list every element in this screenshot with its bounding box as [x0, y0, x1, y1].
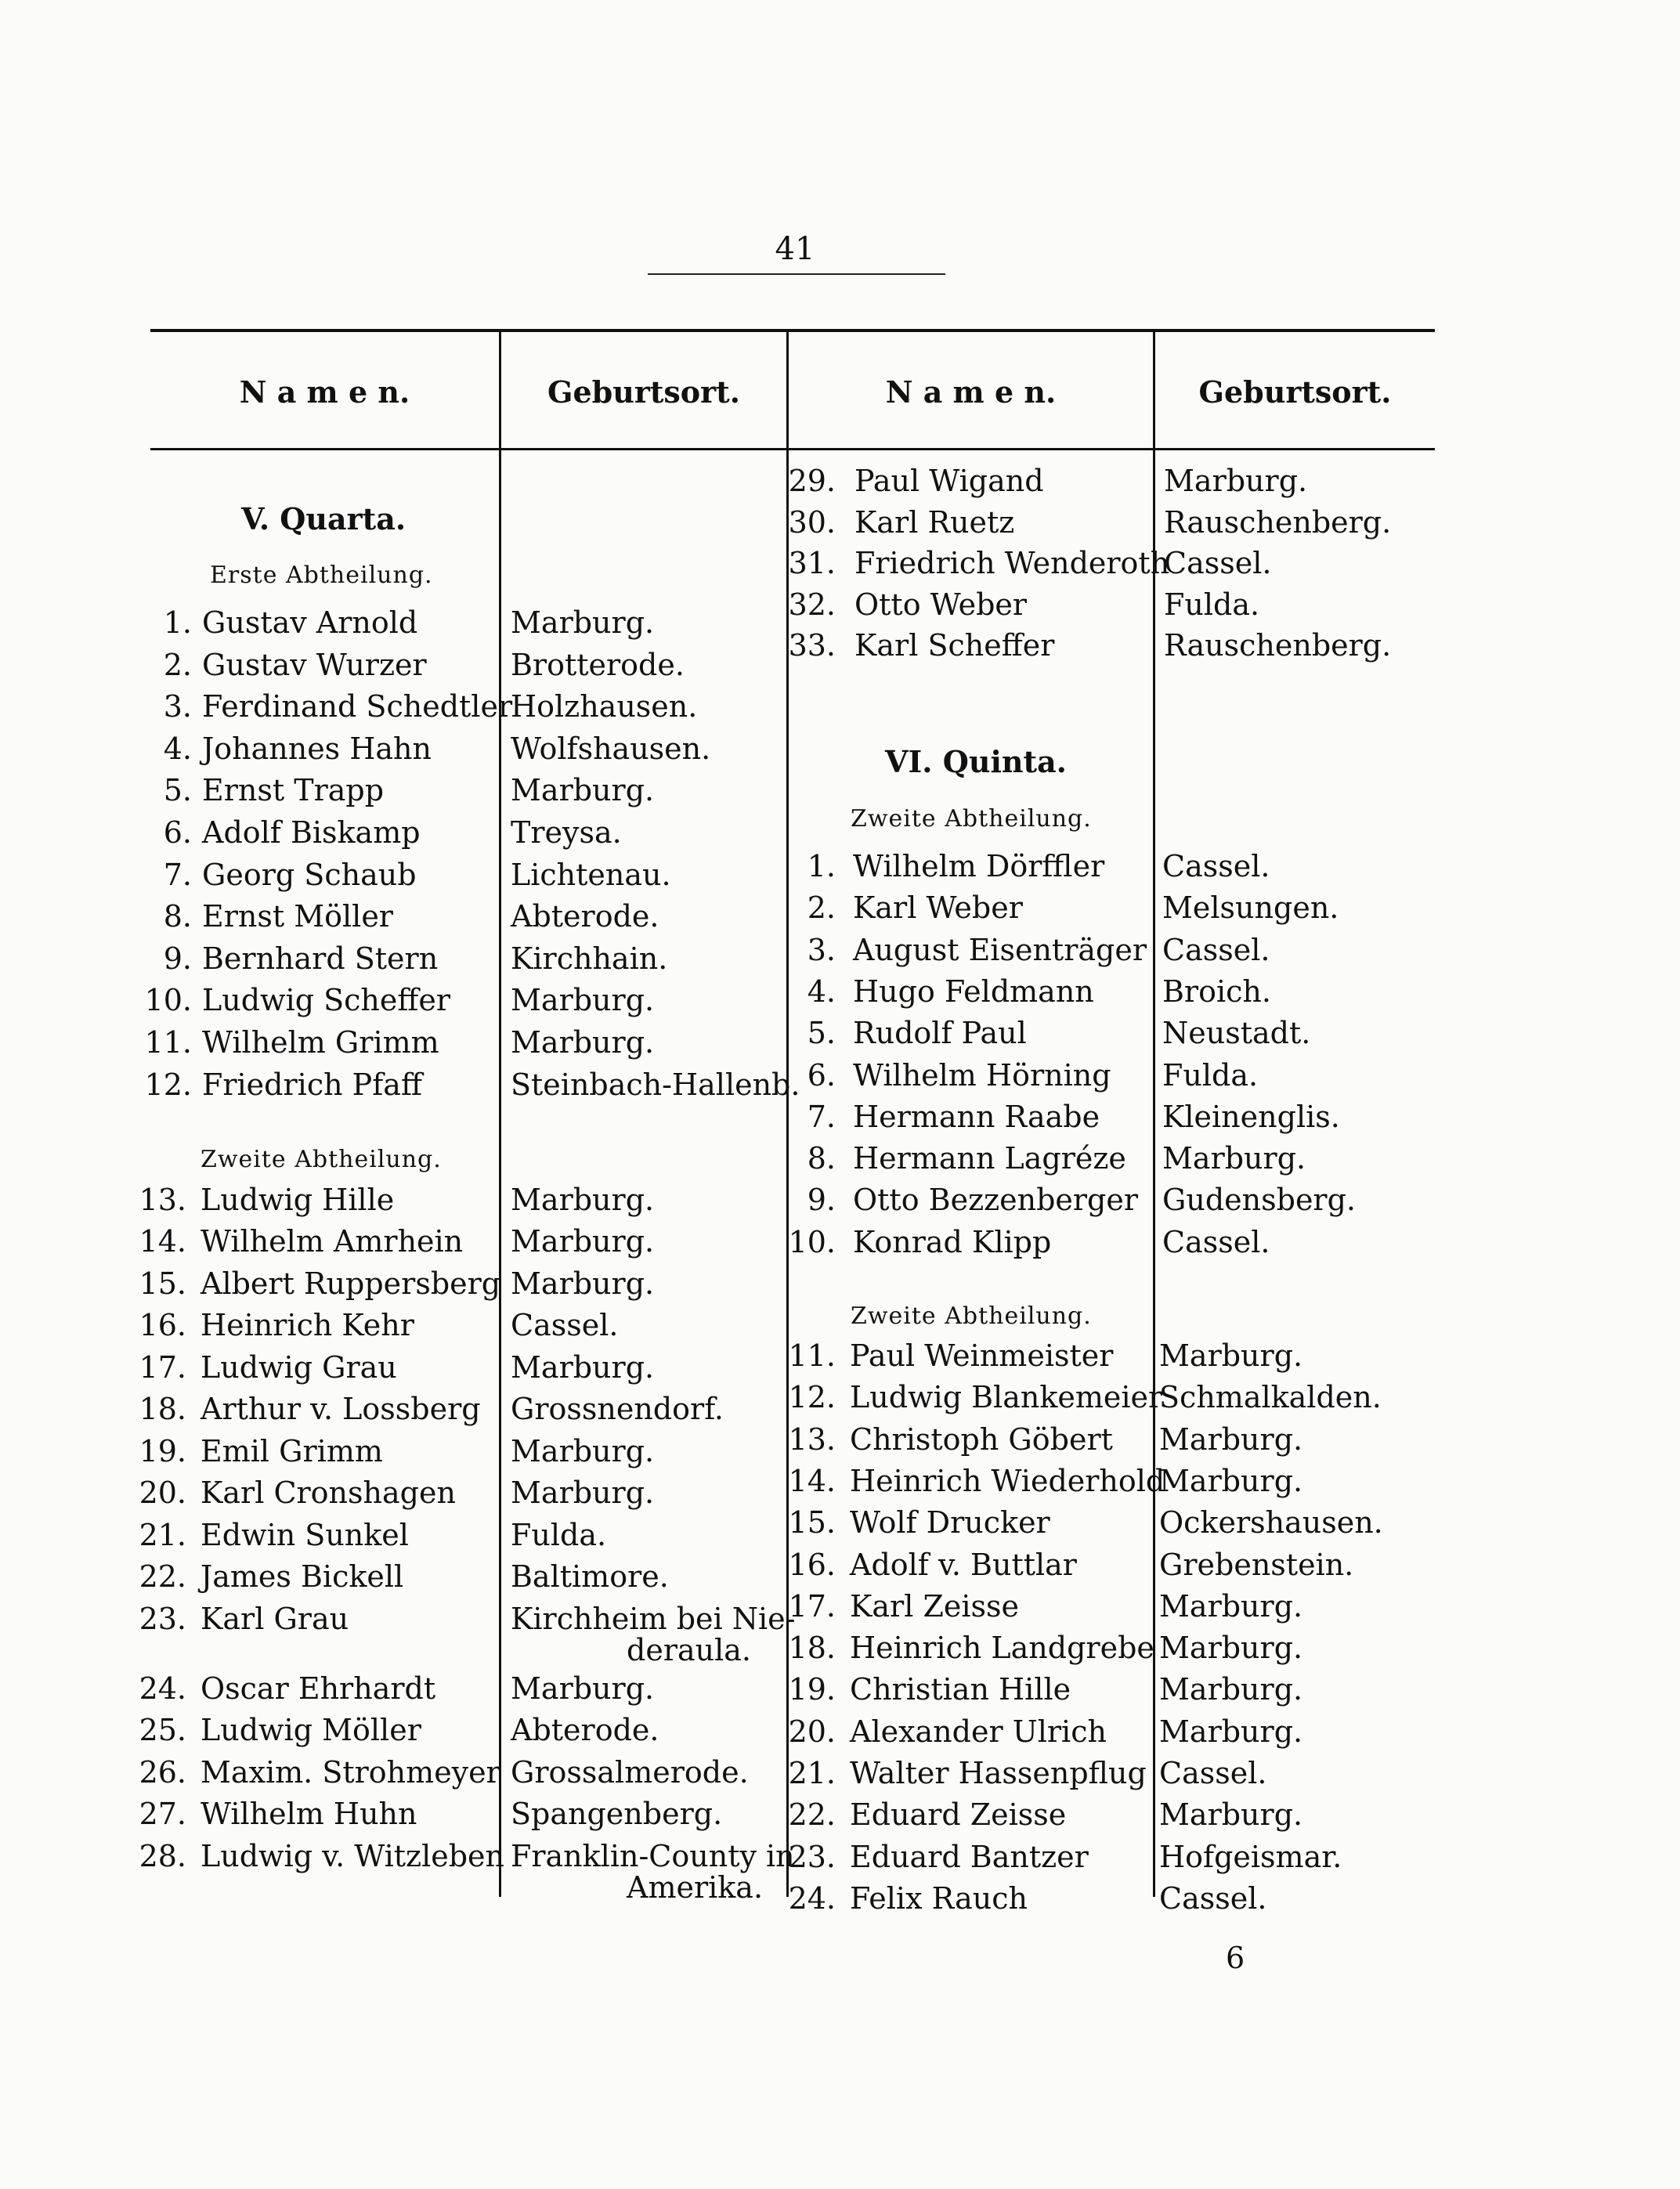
- entry-number: 18.: [139, 1392, 186, 1427]
- entry-number: 3.: [163, 689, 192, 724]
- entry-birthplace: Cassel.: [1164, 546, 1272, 580]
- entry-birthplace: Hofgeismar.: [1159, 1839, 1342, 1874]
- entry-name: Bernhard Stern: [202, 941, 439, 976]
- entry-birthplace: Steinbach-Hallenb.: [511, 1067, 800, 1102]
- entry-number: 1.: [163, 605, 192, 640]
- entry-number: 32.: [788, 587, 836, 622]
- entry-number: 6.: [163, 815, 192, 850]
- entry-number: 22.: [139, 1559, 186, 1595]
- entry-birthplace: Melsungen.: [1162, 890, 1339, 926]
- entry-number: 4.: [807, 973, 836, 1009]
- entry-number: 20.: [788, 1714, 836, 1749]
- entry-name: Heinrich Wiederhold: [850, 1463, 1165, 1498]
- entry-birthplace: Cassel.: [1162, 932, 1270, 967]
- entry-birthplace: Rauschenberg.: [1164, 504, 1392, 540]
- entry-name: Ferdinand Schedtler: [202, 689, 513, 724]
- table-top-rule: [150, 329, 1435, 332]
- entry-name: Oscar Ehrhardt: [201, 1671, 436, 1706]
- entry-birthplace: Neustadt.: [1162, 1016, 1311, 1051]
- entry-name: Gustav Wurzer: [202, 647, 427, 682]
- entry-number: 5.: [163, 773, 192, 808]
- entry-number: 17.: [788, 1588, 836, 1624]
- entry-number: 33.: [788, 628, 836, 663]
- entry-birthplace: Marburg.: [511, 1433, 655, 1468]
- entry-birthplace-cont: Amerika.: [627, 1869, 764, 1905]
- entry-name: Wolf Drucker: [850, 1505, 1050, 1541]
- entry-name: Ludwig Scheffer: [202, 983, 451, 1018]
- entry-birthplace: Marburg.: [1159, 1463, 1303, 1498]
- entry-birthplace: Grossalmerode.: [511, 1754, 749, 1790]
- entry-birthplace: Cassel.: [1159, 1756, 1267, 1790]
- header-place-right: Geburtsort.: [1198, 374, 1392, 410]
- entry-number: 18.: [788, 1631, 836, 1666]
- entry-name: Rudolf Paul: [853, 1016, 1027, 1051]
- col-divider-left: [499, 332, 501, 1897]
- entry-name: August Eisenträger: [853, 932, 1147, 967]
- entry-birthplace: Fulda.: [1164, 587, 1260, 622]
- entry-name: Albert Ruppersberg: [201, 1266, 501, 1301]
- entry-name: Karl Cronshagen: [201, 1476, 456, 1511]
- entry-birthplace: Marburg.: [511, 1183, 655, 1217]
- entry-name: Wilhelm Dörffler: [853, 849, 1105, 883]
- entry-number: 11.: [788, 1338, 836, 1373]
- entry-birthplace: Cassel.: [1162, 849, 1270, 883]
- entry-number: 29.: [788, 464, 836, 498]
- entry-birthplace: Fulda.: [511, 1517, 607, 1552]
- entry-number: 5.: [807, 1016, 836, 1051]
- entry-number: 24.: [139, 1671, 186, 1706]
- page-number-rule: [648, 273, 945, 275]
- entry-birthplace: Gudensberg.: [1162, 1183, 1356, 1218]
- entry-name: Emil Grimm: [201, 1433, 383, 1468]
- entry-number: 28.: [139, 1838, 186, 1873]
- header-bottom-rule: [150, 448, 1435, 450]
- entry-name: Ernst Möller: [202, 899, 393, 934]
- entry-name: Heinrich Landgrebe: [850, 1631, 1154, 1666]
- entry-number: 1.: [807, 849, 836, 883]
- entry-name: Wilhelm Huhn: [201, 1797, 417, 1832]
- entry-birthplace: Cassel.: [1162, 1224, 1270, 1259]
- entry-name: Eduard Bantzer: [850, 1839, 1089, 1874]
- entry-name: Ludwig v. Witzleben: [201, 1838, 504, 1873]
- entry-birthplace: Marburg.: [511, 773, 655, 808]
- entry-number: 21.: [139, 1517, 186, 1552]
- entry-number: 13.: [139, 1183, 186, 1217]
- entry-name: Johannes Hahn: [202, 731, 432, 766]
- entry-number: 6.: [807, 1057, 836, 1093]
- entry-number: 4.: [163, 731, 192, 766]
- entry-number: 27.: [139, 1797, 186, 1832]
- entry-number: 7.: [807, 1099, 836, 1134]
- entry-name: Christoph Göbert: [850, 1421, 1113, 1457]
- entry-number: 31.: [788, 546, 836, 580]
- entry-number: 10.: [144, 983, 192, 1018]
- entry-number: 2.: [163, 647, 192, 682]
- entry-name: Ludwig Grau: [201, 1349, 397, 1385]
- entry-name: Karl Weber: [853, 890, 1023, 926]
- header-place-left: Geburtsort.: [547, 374, 740, 410]
- entry-birthplace: Schmalkalden.: [1159, 1380, 1382, 1415]
- entry-number: 16.: [788, 1547, 836, 1582]
- entry-birthplace: Treysa.: [511, 815, 622, 850]
- subsection-zweite-quinta: Zweite Abtheilung.: [851, 805, 1092, 833]
- entry-number: 7.: [163, 857, 192, 892]
- entry-name: Karl Zeisse: [850, 1588, 1019, 1624]
- entry-birthplace: Marburg.: [511, 983, 655, 1018]
- entry-birthplace: Abterode.: [511, 1713, 659, 1748]
- entry-number: 15.: [788, 1505, 836, 1541]
- entry-birthplace: Kirchheim bei Nie-: [511, 1601, 796, 1636]
- entry-name: Adolf v. Buttlar: [850, 1547, 1077, 1582]
- entry-number: 9.: [807, 1183, 836, 1218]
- entry-birthplace: Marburg.: [1159, 1421, 1303, 1457]
- subsection-erste: Erste Abtheilung.: [210, 562, 433, 589]
- entry-birthplace: Marburg.: [511, 1349, 655, 1385]
- entry-birthplace: Grebenstein.: [1159, 1547, 1354, 1582]
- entry-number: 14.: [788, 1463, 836, 1498]
- entry-birthplace: Marburg.: [1159, 1672, 1303, 1707]
- entry-number: 12.: [144, 1067, 192, 1102]
- entry-number: 23.: [788, 1839, 836, 1874]
- entry-birthplace: Marburg.: [511, 1671, 655, 1706]
- header-name-left: N a m e n.: [239, 374, 410, 410]
- page-number: 41: [775, 231, 815, 267]
- entry-name: Eduard Zeisse: [850, 1797, 1067, 1833]
- entry-name: Karl Grau: [201, 1601, 349, 1636]
- entry-number: 10.: [788, 1224, 836, 1259]
- entry-name: Karl Ruetz: [854, 504, 1015, 540]
- entry-birthplace: Marburg.: [1159, 1631, 1303, 1666]
- entry-number: 8.: [807, 1141, 836, 1176]
- entry-birthplace: Holzhausen.: [511, 689, 698, 724]
- entry-name: Ernst Trapp: [202, 773, 385, 808]
- entry-number: 23.: [139, 1601, 186, 1636]
- entry-name: Paul Weinmeister: [850, 1338, 1114, 1373]
- entry-birthplace: Marburg.: [1159, 1338, 1303, 1373]
- entry-name: Georg Schaub: [202, 857, 417, 892]
- entry-number: 26.: [139, 1754, 186, 1790]
- entry-birthplace: Marburg.: [1162, 1141, 1306, 1176]
- entry-name: Edwin Sunkel: [201, 1517, 409, 1552]
- entry-birthplace: Cassel.: [1159, 1880, 1267, 1916]
- subsection-zweite-left: Zweite Abtheilung.: [201, 1146, 442, 1173]
- entry-number: 3.: [807, 932, 836, 967]
- entry-number: 19.: [139, 1433, 186, 1468]
- entry-birthplace: Kirchhain.: [511, 941, 668, 976]
- entry-name: Gustav Arnold: [202, 605, 418, 640]
- entry-name: James Bickell: [201, 1559, 404, 1595]
- entry-number: 13.: [788, 1421, 836, 1457]
- entry-birthplace: Marburg.: [511, 1266, 655, 1301]
- entry-birthplace: Marburg.: [511, 1224, 655, 1259]
- entry-birthplace: Marburg.: [511, 605, 655, 640]
- entry-name: Friedrich Pfaff: [202, 1067, 422, 1102]
- entry-birthplace: Grossnendorf.: [511, 1392, 724, 1427]
- entry-birthplace: Ockershausen.: [1159, 1505, 1383, 1541]
- entry-number: 15.: [139, 1266, 186, 1301]
- entry-name: Arthur v. Lossberg: [201, 1392, 481, 1427]
- entry-name: Otto Weber: [854, 587, 1028, 622]
- entry-number: 25.: [139, 1713, 186, 1748]
- header-name-right: N a m e n.: [885, 374, 1057, 410]
- entry-name: Hugo Feldmann: [853, 973, 1094, 1009]
- entry-birthplace: Brotterode.: [511, 647, 685, 682]
- entry-birthplace: Spangenberg.: [511, 1797, 723, 1832]
- entry-number: 14.: [139, 1224, 186, 1259]
- entry-name: Ludwig Möller: [201, 1713, 421, 1748]
- entry-birthplace: Baltimore.: [511, 1559, 669, 1595]
- entry-number: 16.: [139, 1308, 186, 1343]
- entry-birthplace: Rauschenberg.: [1164, 628, 1392, 663]
- section-quinta: VI. Quinta.: [885, 744, 1067, 779]
- entry-birthplace: Fulda.: [1162, 1057, 1259, 1093]
- entry-birthplace: Wolfshausen.: [511, 731, 711, 766]
- entry-birthplace: Marburg.: [1159, 1588, 1303, 1624]
- entry-name: Wilhelm Hörning: [853, 1057, 1111, 1093]
- entry-birthplace-cont: deraula.: [627, 1632, 751, 1667]
- entry-name: Friedrich Wenderoth: [854, 546, 1170, 580]
- entry-name: Wilhelm Grimm: [202, 1025, 439, 1060]
- entry-name: Heinrich Kehr: [201, 1308, 414, 1343]
- entry-name: Ludwig Blankemeier: [850, 1380, 1163, 1415]
- subsection-zweite-right-2: Zweite Abtheilung.: [851, 1302, 1092, 1330]
- entry-number: 22.: [788, 1797, 836, 1833]
- entry-birthplace: Marburg.: [511, 1476, 655, 1511]
- entry-birthplace: Abterode.: [511, 899, 659, 934]
- entry-name: Christian Hille: [850, 1672, 1071, 1707]
- entry-birthplace: Marburg.: [1164, 464, 1308, 498]
- entry-number: 12.: [788, 1380, 836, 1415]
- entry-name: Hermann Raabe: [853, 1099, 1100, 1134]
- entry-number: 21.: [788, 1756, 836, 1790]
- entry-name: Hermann Lagréze: [853, 1141, 1126, 1176]
- entry-number: 8.: [163, 899, 192, 934]
- entry-name: Wilhelm Amrhein: [201, 1224, 464, 1259]
- entry-name: Adolf Biskamp: [202, 815, 421, 850]
- entry-number: 20.: [139, 1476, 186, 1511]
- entry-name: Konrad Klipp: [853, 1224, 1052, 1259]
- entry-birthplace: Marburg.: [1159, 1714, 1303, 1749]
- entry-name: Otto Bezzenberger: [853, 1183, 1139, 1218]
- entry-name: Karl Scheffer: [854, 628, 1055, 663]
- section-quarta: V. Quarta.: [241, 501, 406, 536]
- entry-birthplace: Kleinenglis.: [1162, 1099, 1340, 1134]
- entry-number: 24.: [788, 1880, 836, 1916]
- entry-number: 9.: [163, 941, 192, 976]
- entry-birthplace: Cassel.: [511, 1308, 619, 1343]
- entry-number: 17.: [139, 1349, 186, 1385]
- entry-name: Alexander Ulrich: [850, 1714, 1107, 1749]
- entry-number: 11.: [144, 1025, 192, 1060]
- signature-mark: 6: [1226, 1941, 1245, 1975]
- entry-name: Ludwig Hille: [201, 1183, 395, 1217]
- entry-number: 19.: [788, 1672, 836, 1707]
- entry-name: Felix Rauch: [850, 1880, 1028, 1916]
- entry-birthplace: Marburg.: [511, 1025, 655, 1060]
- entry-name: Walter Hassenpflug: [850, 1756, 1147, 1790]
- entry-name: Paul Wigand: [854, 464, 1044, 498]
- entry-birthplace: Marburg.: [1159, 1797, 1303, 1833]
- entry-number: 2.: [807, 890, 836, 926]
- entry-birthplace: Lichtenau.: [511, 857, 671, 892]
- entry-birthplace: Broich.: [1162, 973, 1271, 1009]
- entry-number: 30.: [788, 504, 836, 540]
- entry-name: Maxim. Strohmeyer: [201, 1754, 500, 1790]
- entry-birthplace: Franklin-County in: [511, 1838, 795, 1873]
